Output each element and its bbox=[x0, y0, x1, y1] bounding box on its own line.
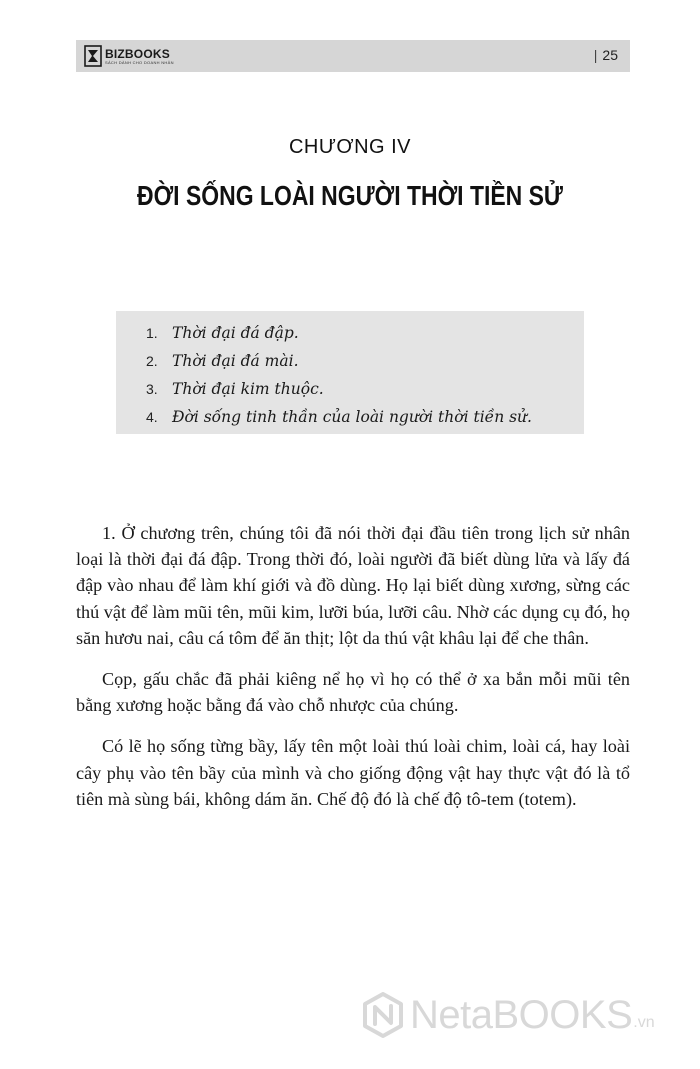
outline-item bbox=[146, 347, 532, 375]
outline-item-number: 1. bbox=[146, 325, 158, 341]
publisher-logo bbox=[84, 43, 174, 69]
outline-item bbox=[146, 375, 532, 403]
chapter-title: ĐỜI SỐNG LOÀI NGƯỜI THỜI TIỀN SỬ bbox=[137, 180, 563, 211]
watermark bbox=[362, 992, 655, 1038]
outline-item bbox=[146, 319, 532, 347]
brand-tagline: SÁCH DÀNH CHO DOANH NHÂN bbox=[105, 59, 174, 65]
outline-item-text: Thời đại kim thuộc. bbox=[172, 380, 324, 398]
running-header bbox=[76, 40, 630, 72]
watermark-suffix: .vn bbox=[633, 1014, 655, 1031]
outline-item-number: 2. bbox=[146, 353, 158, 369]
chapter-label: CHƯƠNG IV bbox=[288, 136, 412, 158]
outline-list bbox=[146, 319, 532, 431]
bizbooks-logo-icon bbox=[84, 45, 102, 67]
outline-item bbox=[146, 403, 532, 431]
netabooks-logo-icon bbox=[362, 992, 404, 1038]
page-separator: | bbox=[593, 47, 598, 63]
page-number bbox=[594, 47, 618, 63]
body-text bbox=[76, 520, 630, 827]
brand-name: BIZBOOKS bbox=[105, 46, 170, 61]
outline-item-text: Thời đại đá đập. bbox=[172, 324, 299, 342]
outline-item-number: 4. bbox=[146, 409, 158, 425]
paragraph: Cọp, gấu chắc đã phải kiêng nể họ vì họ có thể ở xa bắn mỗi mũi tên bằng xương hoặc bằng đá vào chỗ nhược của chúng. bbox=[76, 669, 630, 716]
chapter-outline-box bbox=[116, 311, 584, 434]
watermark-text: NetaBOOKS bbox=[410, 992, 633, 1037]
page-number-value: 25 bbox=[602, 47, 618, 63]
outline-item-text: Đời sống tinh thần của loài người thời tiền sử. bbox=[172, 408, 532, 426]
paragraph: Có lẽ họ sống từng bầy, lấy tên một loài thú loài chim, loài cá, hay loài cây phụ vào tên bầy của mình và cho giống động vật hay thực vật đó là tổ tiên mà sùng bái, không dám ăn. Chế độ đó là chế độ tô-tem (totem). bbox=[76, 736, 630, 809]
outline-item-text: Thời đại đá mài. bbox=[172, 352, 299, 370]
outline-item-number: 3. bbox=[146, 381, 158, 397]
paragraph: 1. Ở chương trên, chúng tôi đã nói thời đại đầu tiên trong lịch sử nhân loại là thời đại đá đập. Trong thời đó, loài người đã biết dùng lửa và lấy đá đập vào nhau để làm khí giới và đồ dùng. Họ lại biết dùng xương, sừng các thú vật để làm mũi tên, mũi kim, lưỡi búa, lưỡi câu. Nhờ các dụng cụ đó, họ săn hươu nai, câu cá tôm để ăn thịt; lột da thú vật khâu lại để che thân. bbox=[76, 523, 630, 648]
